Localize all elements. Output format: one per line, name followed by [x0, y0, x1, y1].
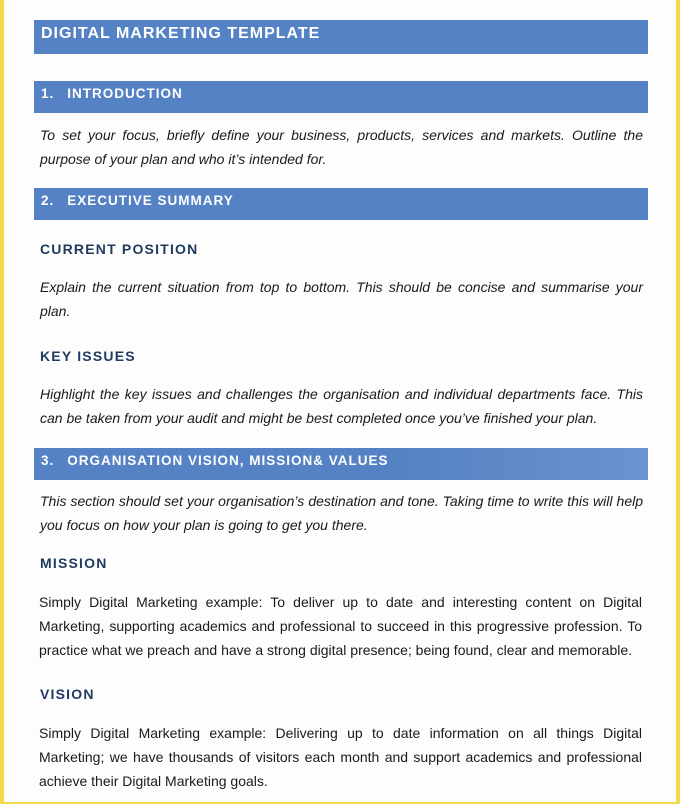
- current-position-text: Explain the current situation from top to bottom. This should be concise and summarise your plan.: [40, 279, 643, 319]
- section-1-header: [34, 81, 648, 113]
- section-3-number: 3.: [41, 453, 55, 468]
- mission-heading: MISSION: [40, 555, 108, 571]
- vision-text: Simply Digital Marketing example: Delivering up to date information on all things Digital Marketing; we have thousands of visitors each month and support academics and professional achieve their Digital Marketing goals.: [39, 725, 642, 789]
- document-page: [4, 0, 676, 802]
- key-issues-text: Highlight the key issues and challenges the organisation and individual departments face. This can be taken from your audit and might be best completed once you’ve finished your plan.: [40, 386, 643, 426]
- banner-gradient: [400, 448, 648, 480]
- vision-heading: VISION: [40, 686, 95, 702]
- section-3-heading: ORGANISATION VISION, MISSION& VALUES: [67, 453, 389, 468]
- section-2-number: 2.: [41, 193, 55, 208]
- current-position-heading: CURRENT POSITION: [40, 241, 199, 257]
- section-2-header: [34, 188, 648, 220]
- introduction-text: To set your focus, briefly define your business, products, services and markets. Outline the purpose of your plan and who it’s intended for.: [40, 127, 643, 167]
- section-2-heading: EXECUTIVE SUMMARY: [67, 193, 234, 208]
- vision-section-intro-text: This section should set your organisation’s destination and tone. Taking time to write this will help you focus on how your plan is going to get you there.: [40, 493, 643, 533]
- key-issues-heading: KEY ISSUES: [40, 348, 136, 364]
- mission-text: Simply Digital Marketing example: To deliver up to date and interesting content on Digital Marketing, supporting academics and professional to succeed in this progressive profession. To practice what we preach and have a strong digital presence; being found, clear and memorable.: [39, 594, 642, 658]
- document-title: DIGITAL MARKETING TEMPLATE: [34, 20, 648, 54]
- section-3-header: [34, 448, 648, 480]
- section-1-heading: INTRODUCTION: [67, 86, 183, 101]
- section-1-number: 1.: [41, 86, 55, 101]
